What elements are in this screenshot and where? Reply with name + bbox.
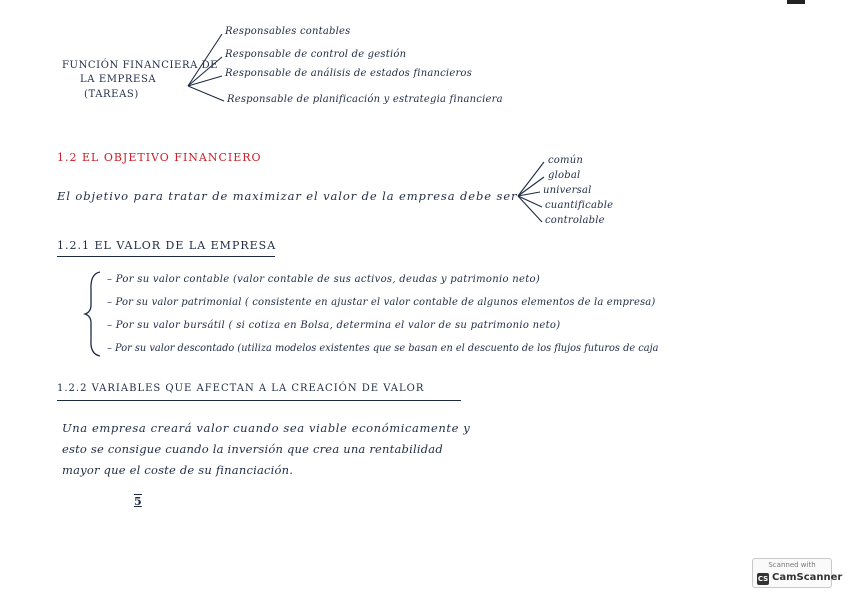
task-item-4: Responsable de planificación y estrategia financiera [227, 94, 503, 105]
quality-1: común [548, 155, 583, 166]
task-item-1: Responsables contables [225, 26, 351, 37]
page-number: 5 [134, 495, 142, 508]
variables-title: 1.2.2 VARIABLES QUE AFECTAN A LA CREACIÓN DE VALOR [57, 383, 425, 394]
value-item-1: – Por su valor contable (valor contable de sus activos, deudas y patrimonio neto) [107, 274, 541, 285]
variables-paragraph-line-3: mayor que el coste de su financiación. [62, 463, 294, 477]
function-label-line-1: FUNCIÓN FINANCIERA DE [62, 60, 219, 71]
function-label-line-3: (TAREAS) [84, 89, 139, 100]
function-label-line-2: LA EMPRESA [80, 74, 157, 85]
quality-3: universal [543, 185, 592, 196]
task-item-3: Responsable de análisis de estados financieros [225, 68, 472, 79]
value-item-3: – Por su valor bursátil ( si cotiza en Bolsa, determina el valor de su patrimonio neto) [107, 320, 561, 331]
value-title-underline [57, 256, 275, 257]
variables-paragraph-line-2: esto se consigue cuando la inversión que crea una rentabilidad [62, 442, 443, 456]
task-item-2: Responsable de control de gestión [225, 49, 407, 60]
camscanner-logo-icon: CS [757, 575, 769, 583]
value-item-4: – Por su valor descontado (utiliza modelos existentes que se basan en el descuento de los flujos futuros de caja [107, 343, 659, 354]
value-item-2: – Por su valor patrimonial ( consistente en ajustar el valor contable de algunos elementos de la empresa) [107, 297, 656, 308]
quality-2: global [548, 170, 581, 181]
watermark-top-text: Scanned with [768, 561, 816, 569]
objective-sentence: El objetivo para tratar de maximizar el valor de la empresa debe ser [57, 189, 518, 203]
quality-5: controlable [545, 215, 605, 226]
variables-title-underline [57, 400, 461, 401]
variables-paragraph-line-1: Una empresa creará valor cuando sea viable económicamente y [62, 421, 471, 435]
value-title: 1.2.1 EL VALOR DE LA EMPRESA [57, 239, 277, 252]
objective-title: 1.2 EL OBJETIVO FINANCIERO [57, 151, 262, 164]
watermark-brand-name: CamScanner [772, 572, 843, 583]
camscanner-watermark [752, 558, 843, 588]
quality-4: cuantificable [545, 200, 614, 211]
